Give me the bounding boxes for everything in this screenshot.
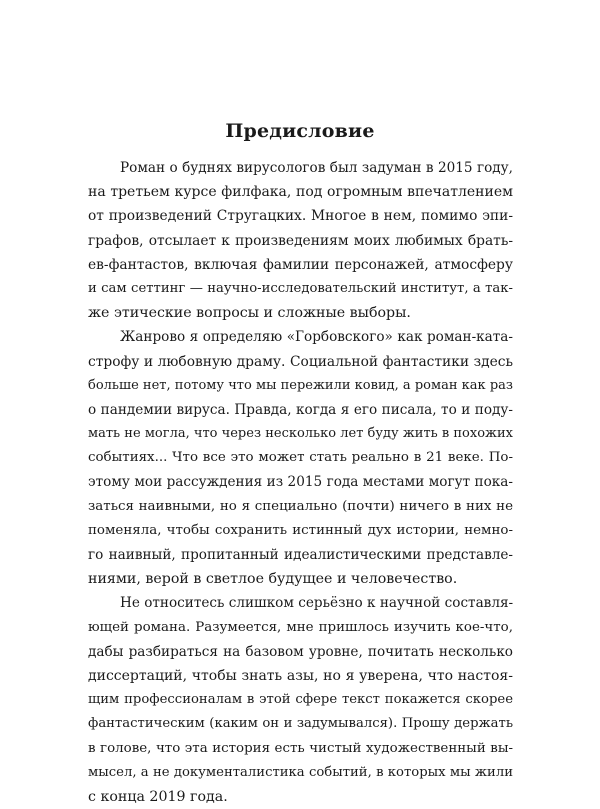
page-title: Предисловие [225,120,375,142]
text-line: строфу и любовную драму. Социальной фантастики здесь [88,353,513,370]
text-line: Не относитесь слишком серьёзно к научной составля- [120,595,514,612]
text-line: событиях... Что все это может стать реально в 21 веке. По- [88,450,513,466]
text-line: от произведений Стругацких. Многое в нем, помимо эпи- [88,208,513,225]
text-line: Роман о буднях вирусологов был задуман в 2015 году, [120,160,513,176]
text-line: же этические вопросы и сложные выборы. [88,305,411,322]
text-line: в голове, что эта история есть чистый художественный вы- [88,740,513,756]
text-line: этому мои рассуждения из 2015 года местами могут пока- [88,474,513,491]
text-line: на третьем курсе филфака, под огромным впечатлением [88,184,513,201]
text-line: го наивный, пропитанный идеалистическими представле- [88,547,513,563]
text-line: ев-фантастов, включая фамилии персонажей, атмосферу [88,256,513,273]
text-line: Жанрово я определяю «Горбовского» как роман-ката- [120,329,513,346]
text-line: заться наивными, но я специально (почти) ничего в них не [88,498,513,514]
text-line: фантастическим (каким он и задумывался). Прошу держать [88,716,513,732]
text-line: поменяла, чтобы сохранить истинный дух истории, немно- [88,522,513,538]
text-line: мать не могла, что через несколько лет буду жить в похожих [88,426,513,442]
text-line: мысел, а не документалистика событий, в которых мы жили [88,764,513,780]
text-line: диссертаций, чтобы знать азы, но я уверена, что настоя- [88,667,513,684]
text-line: щим профессионалам в этой сфере текст покажется скорее [88,692,513,708]
text-line: ниями, верой в светлое будущее и человечество. [88,571,458,588]
text-line: о пандемии вируса. Правда, когда я его писала, то и поду- [88,401,513,418]
text-line: с конца 2019 года. [88,788,228,805]
text-line: графов, отсылает к произведениям моих любимых брать- [88,232,513,249]
text-line: ющей романа. Разумеется, мне пришлось изучить кое-что, [88,619,513,635]
text-line: больше нет, потому что мы пережили ковид, а роман как раз [88,377,513,393]
body-text [88,156,513,809]
text-line: и сам сеттинг — научно-исследовательский институт, а так- [88,280,513,296]
text-line: дабы разбираться на базовом уровне, почитать несколько [88,643,513,660]
